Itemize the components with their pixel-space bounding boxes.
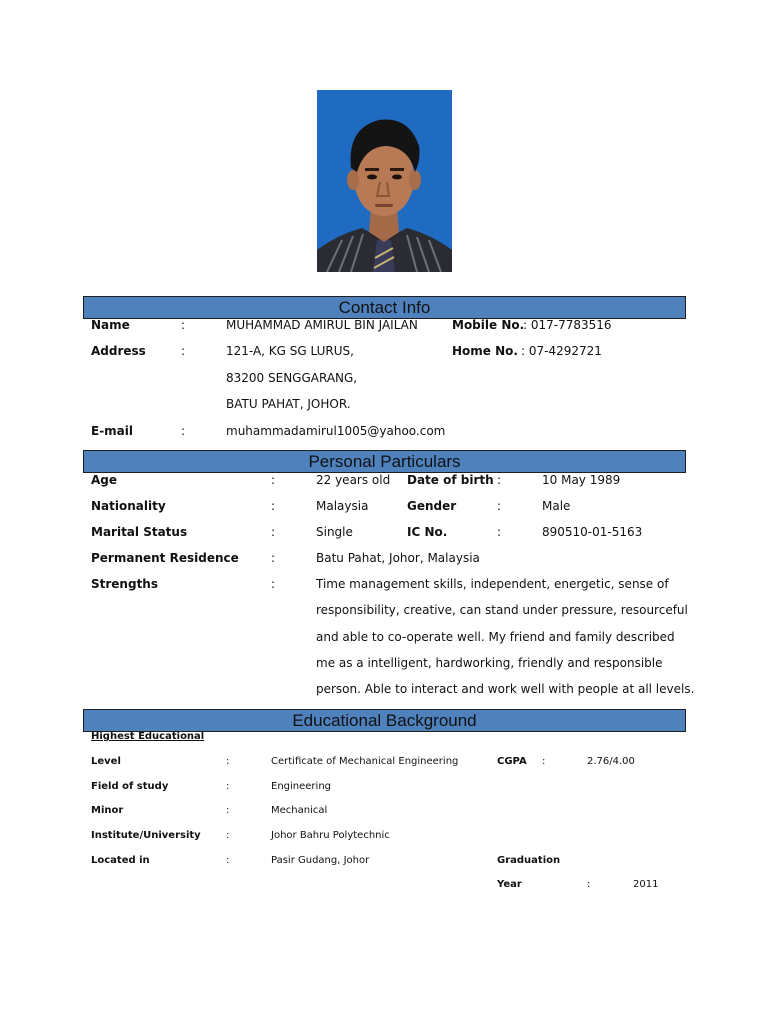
permanent-residence-label: Permanent Residence — [91, 551, 239, 565]
institute-label: Institute/University — [91, 830, 201, 841]
marital-status-label: Marital Status — [91, 525, 188, 539]
strengths-line-1: Time management skills, independent, energetic, sense of — [316, 577, 669, 591]
educational-background-heading: Educational Background — [83, 709, 686, 732]
strengths-separator: : — [271, 577, 276, 591]
year-separator: : — [587, 879, 591, 890]
mobile-label: Mobile No. — [452, 318, 525, 332]
level-separator: : — [226, 756, 230, 767]
mobile-value: : 017-7783516 — [523, 318, 612, 332]
located-in-separator: : — [226, 855, 230, 866]
year-label: Year — [497, 879, 522, 890]
strengths-line-5: person. Able to interact and work well with people at all levels. — [316, 682, 695, 696]
located-in-value: Pasir Gudang, Johor — [271, 855, 370, 866]
permanent-residence-value: Batu Pahat, Johor, Malaysia — [316, 551, 480, 565]
field-of-study-separator: : — [226, 781, 230, 792]
strengths-line-3: and able to co-operate well. My friend and family described — [316, 630, 675, 644]
institute-separator: : — [226, 830, 230, 841]
cgpa-label: CGPA — [497, 756, 527, 767]
gender-value: Male — [542, 499, 571, 513]
minor-label: Minor — [91, 805, 124, 816]
nationality-separator: : — [271, 499, 276, 513]
level-label: Level — [91, 756, 121, 767]
ic-separator: : — [497, 525, 502, 539]
cgpa-value: 2.76/4.00 — [587, 756, 635, 767]
cgpa-separator: : — [542, 756, 546, 767]
gender-separator: : — [497, 499, 502, 513]
home-label: Home No. — [452, 344, 518, 358]
permanent-residence-separator: : — [271, 551, 276, 565]
dob-value: 10 May 1989 — [542, 473, 621, 487]
email-value: muhammadamirul1005@yahoo.com — [226, 424, 446, 438]
year-value: 2011 — [633, 879, 659, 890]
gender-label: Gender — [407, 499, 457, 513]
portrait-illustration — [317, 90, 452, 272]
age-label: Age — [91, 473, 118, 487]
ic-value: 890510-01-5163 — [542, 525, 643, 539]
marital-status-separator: : — [271, 525, 276, 539]
personal-particulars-heading: Personal Particulars — [83, 450, 686, 473]
name-label: Name — [91, 318, 130, 332]
dob-label: Date of birth — [407, 473, 494, 487]
ic-label: IC No. — [407, 525, 448, 539]
highest-educational-subheading: Highest Educational — [91, 731, 205, 742]
located-in-label: Located in — [91, 855, 150, 866]
institute-value: Johor Bahru Polytechnic — [271, 830, 390, 841]
minor-separator: : — [226, 805, 230, 816]
email-separator: : — [181, 424, 186, 438]
address-separator: : — [181, 344, 186, 358]
field-of-study-value: Engineering — [271, 781, 331, 792]
address-line-1: 121-A, KG SG LURUS, — [226, 344, 354, 358]
email-label: E-mail — [91, 424, 134, 438]
age-separator: : — [271, 473, 276, 487]
address-line-3: BATU PAHAT, JOHOR. — [226, 397, 351, 411]
nationality-label: Nationality — [91, 499, 166, 513]
minor-value: Mechanical — [271, 805, 328, 816]
dob-separator: : — [497, 473, 502, 487]
strengths-line-2: responsibility, creative, can stand under pressure, resourceful — [316, 603, 688, 617]
address-label: Address — [91, 344, 146, 358]
home-value: : 07-4292721 — [521, 344, 602, 358]
marital-status-value: Single — [316, 525, 353, 539]
field-of-study-label: Field of study — [91, 781, 169, 792]
name-value: MUHAMMAD AMIRUL BIN JAILAN — [226, 318, 418, 332]
graduation-label: Graduation — [497, 855, 561, 866]
address-line-2: 83200 SENGGARANG, — [226, 371, 358, 385]
profile-photo — [317, 90, 452, 272]
age-value: 22 years old — [316, 473, 391, 487]
contact-info-heading: Contact Info — [83, 296, 686, 319]
nationality-value: Malaysia — [316, 499, 369, 513]
name-separator: : — [181, 318, 186, 332]
strengths-label: Strengths — [91, 577, 158, 591]
strengths-line-4: me as a intelligent, hardworking, friendly and responsible — [316, 656, 663, 670]
level-value: Certificate of Mechanical Engineering — [271, 756, 459, 767]
